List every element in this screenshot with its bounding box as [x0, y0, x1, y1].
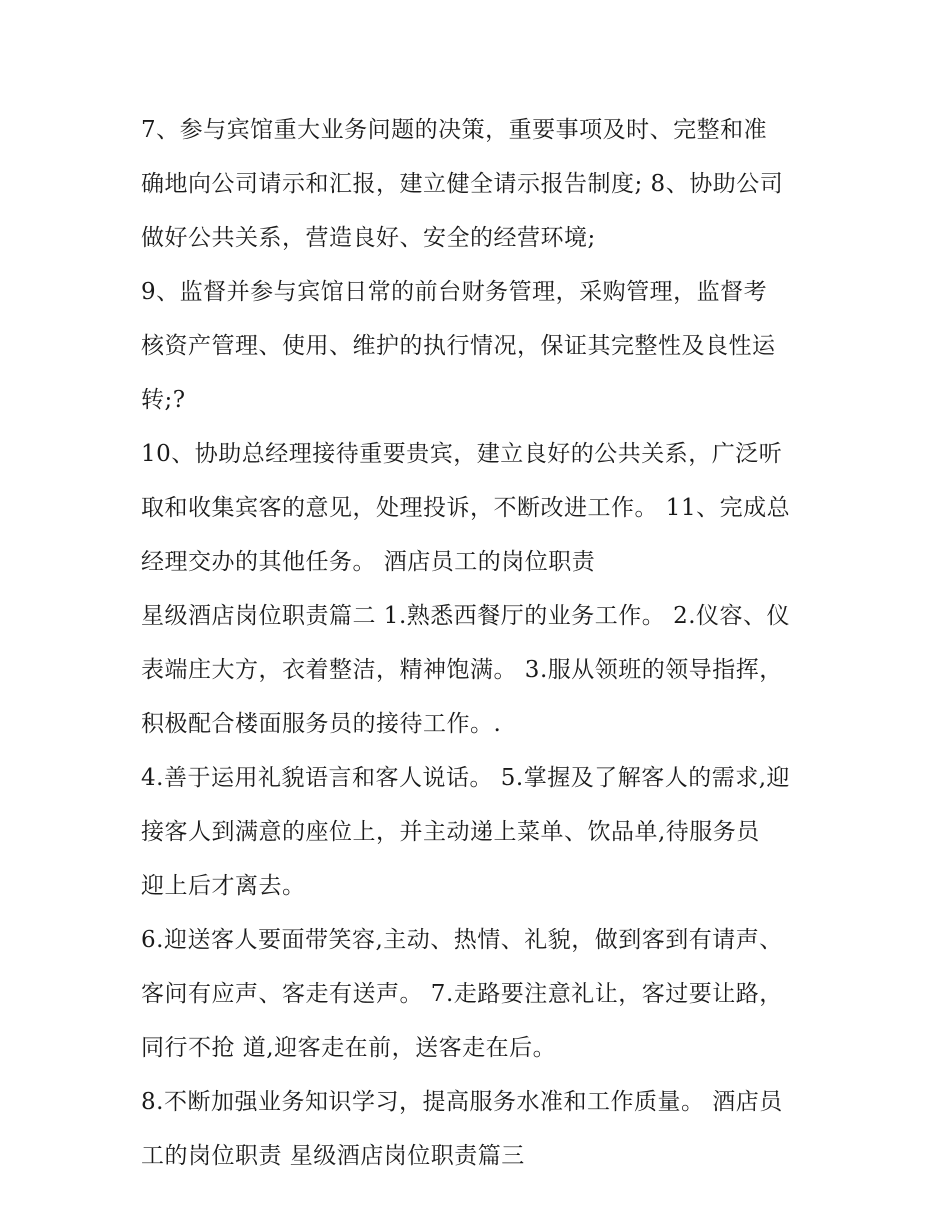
text-line: 转;?	[141, 387, 186, 413]
text-line: 表端庄大方，衣着整洁，精神饱满。 3.服从领班的领导指挥，	[141, 657, 783, 683]
text-line: 做好公共关系，营造良好、安全的经营环境;	[141, 225, 596, 251]
text-line: 6.迎送客人要面带笑容,主动、热情、礼貌，做到客到有请声、	[141, 927, 783, 953]
text-line: 4.善于运用礼貌语言和客人说话。 5.掌握及了解客人的需求,迎	[141, 765, 791, 791]
text-line: 星级酒店岗位职责篇二 1.熟悉西餐厅的业务工作。 2.仪容、仪	[141, 603, 791, 629]
text-line: 积极配合楼面服务员的接待工作。.	[141, 711, 502, 737]
text-line: 核资产管理、使用、维护的执行情况，保证其完整性及良性运	[141, 333, 776, 359]
text-line: 7、参与宾馆重大业务问题的决策，重要事项及时、完整和准	[141, 117, 768, 143]
text-line: 迎上后才离去。	[141, 873, 306, 899]
text-line: 经理交办的其他任务。 酒店员工的岗位职责	[141, 549, 596, 575]
text-line: 同行不抢 道,迎客走在前，送客走在后。	[141, 1035, 557, 1061]
document-body	[141, 108, 821, 1188]
text-line: 取和收集宾客的意见，处理投诉，不断改进工作。 11、完成总	[141, 495, 791, 521]
text-line: 10、协助总经理接待重要贵宾，建立良好的公共关系，广泛听	[141, 441, 783, 467]
text-line: 8.不断加强业务知识学习，提高服务水准和工作质量。 酒店员	[141, 1089, 783, 1115]
text-line: 接客人到满意的座位上，并主动递上菜单、饮品单,待服务员	[141, 819, 760, 845]
text-line: 工的岗位职责 星级酒店岗位职责篇三	[141, 1143, 525, 1169]
text-line: 确地向公司请示和汇报，建立健全请示报告制度; 8、协助公司	[141, 171, 784, 197]
text-line: 客问有应声、客走有送声。 7.走路要注意礼让，客过要让路，	[141, 981, 783, 1007]
text-line: 9、监督并参与宾馆日常的前台财务管理，采购管理，监督考	[141, 279, 768, 305]
